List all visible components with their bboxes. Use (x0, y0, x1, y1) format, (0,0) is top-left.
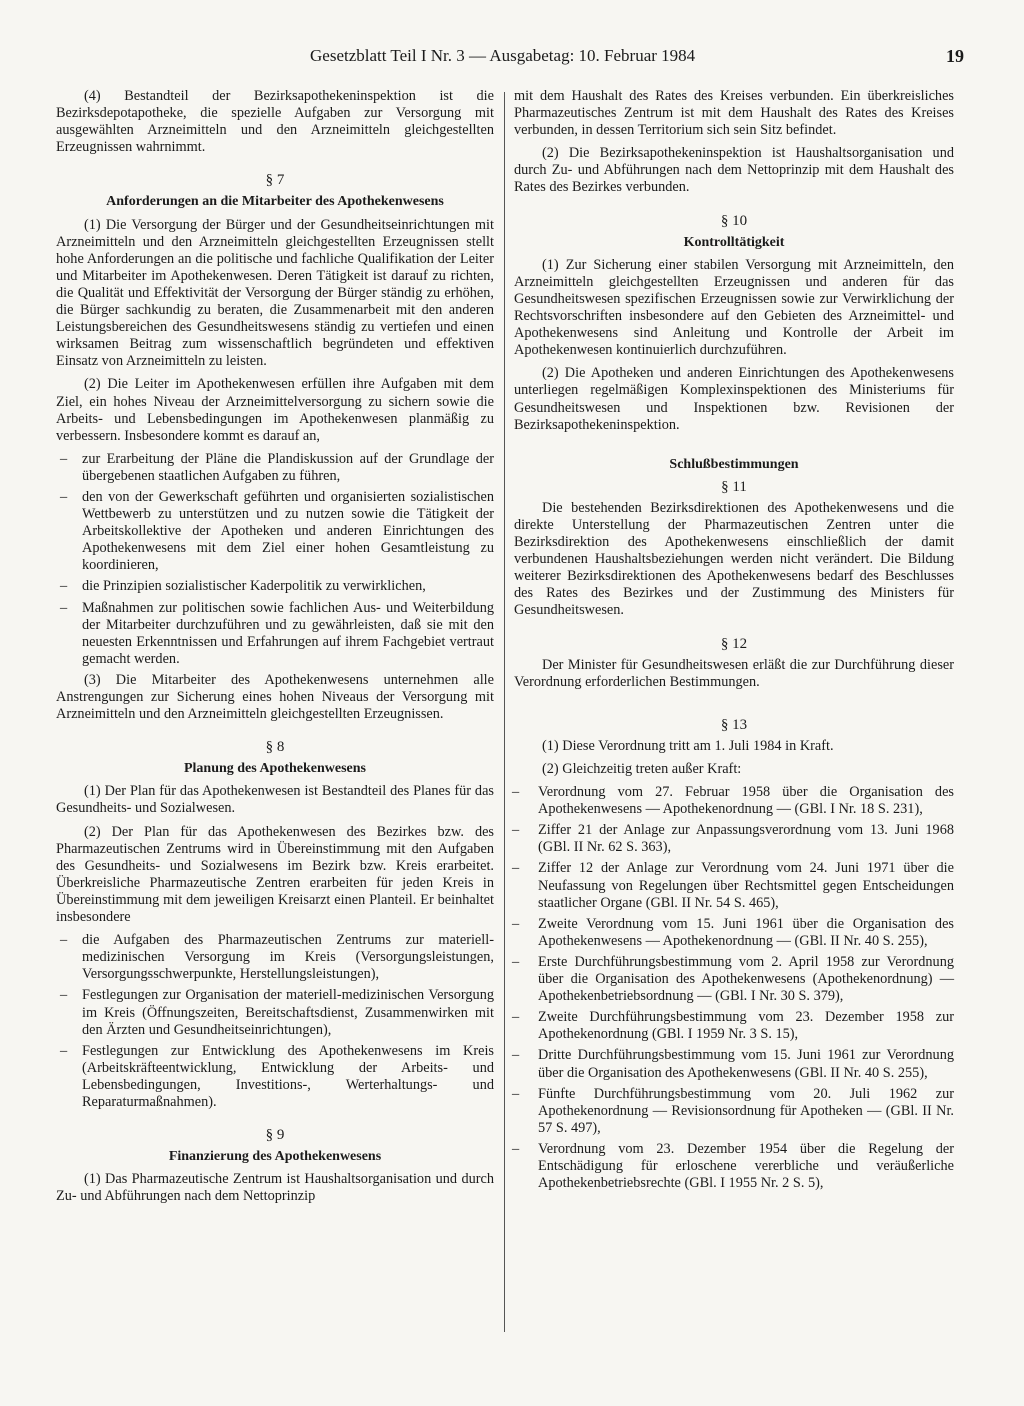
paragraph: (3) Die Mitarbeiter des Apothekenwesens unternehmen alle Anstrengungen zur Sicherung eines hohen Niveaus der Versorgung mit Arzneimitteln und den Arzneimitteln gleichgestellten Erzeugnissen. (56, 671, 494, 723)
section-title: Kontrolltätigkeit (683, 234, 785, 250)
list-item: – die Prinzipien sozialistischer Kaderpolitik zu verwirklichen, (56, 578, 494, 595)
section-number: § 13 (720, 716, 748, 733)
list-item: – Zweite Durchführungsbestimmung vom 23. Dezember 1958 zur Apothekenordnung (GBl. I 1959 Nr. 3 S. 15), (514, 1009, 954, 1043)
section-number: § 10 (720, 212, 748, 229)
section-title: Finanzierung des Apothekenwesens (168, 1149, 382, 1165)
section-number: § 12 (720, 635, 748, 652)
list-item: – Erste Durchführungsbestimmung vom 2. April 1958 zur Verordnung über die Organisation des Apothekenwesens (Apothekenordnung) — Apothekenbetriebsordnung — (GBl. I Nr. 30 S. 379), (514, 954, 954, 1005)
list-item: – Fünfte Durchführungsbestimmung vom 20. Juli 1962 zur Apothekenordnung — Revisionsordnung für Apotheken — (GBl. II Nr. 57 S. 497), (514, 1086, 954, 1137)
dash-list (56, 451, 494, 668)
final-provisions-title: Schlußbestimmungen (669, 456, 799, 472)
section-title: Anforderungen an die Mitarbeiter des Apothekenwesens (106, 194, 444, 210)
page-header (60, 46, 964, 72)
dash-list (514, 784, 954, 1192)
list-item: – Dritte Durchführungsbestimmung vom 15. Juni 1961 zur Verordnung über die Organisation des Apothekenwesens (GBl. II Nr. 40 S. 255), (514, 1047, 954, 1081)
list-item: – die Aufgaben des Pharmazeutischen Zentrums zur materiell-medizinischen Versorgung im Kreis (Versorgungsleistungen, Versorgungsschwerpunkte, Herstellungsleistungen), (56, 932, 494, 983)
left-column (56, 88, 494, 1211)
paragraph: mit dem Haushalt des Rates des Kreises verbunden. Ein überkreisliches Pharmazeutisches Zentrum ist mit dem Haushalt des Rates des Kreises verbunden, in dessen Territorium sich sein Sitz befindet. (514, 88, 954, 139)
section-title: Planung des Apothekenwesens (183, 761, 367, 777)
paragraph: (2) Gleichzeitig treten außer Kraft: (542, 761, 742, 777)
paragraph: (1) Zur Sicherung einer stabilen Versorgung mit Arzneimitteln, den Arzneimitteln gleichgestellten Erzeugnissen und anderen für das Gesundheitswesen spezifischen Erzeugnissen sowie zur Verwirklichung der Rechtsvorschriften insbesondere auf den Gebieten des Arzneimittel- und Apothekenwesens sind Anleitung und Kontrolle der Arbeit im Apothekenwesen kontinuierlich durchzuführen. (514, 256, 954, 359)
list-item: – Verordnung vom 27. Februar 1958 über die Organisation des Apothekenwesens — Apothekenordnung — (GBl. I Nr. 18 S. 231), (514, 784, 954, 818)
list-item: – Maßnahmen zur politischen sowie fachlichen Aus- und Weiterbildung der Mitarbeiter durchzuführen und zu gewährleisten, daß sie mit den neuesten Erkenntnissen und Erfahrungen auf ihrem Fachgebiet vertraut gemacht werden. (56, 600, 494, 668)
section-number: § 7 (265, 172, 285, 189)
list-item: – Festlegungen zur Entwicklung des Apothekenwesens im Kreis (Arbeitskräfteentwicklung, Entwicklung der Arbeits- und Lebensbedingungen, Investitions-, Werterhaltungs- und Reparaturmaßnahmen). (56, 1043, 494, 1111)
gazette-title: Gesetzblatt Teil I Nr. 3 — Ausgabetag: 10. Februar 1984 (310, 46, 696, 65)
section-number: § 11 (721, 478, 747, 495)
paragraph: (2) Der Plan für das Apothekenwesen des Bezirkes bzw. des Pharmazeutischen Zentrums wird in Übereinstimmung mit den Aufgaben des Gesundheits- und Sozialwesens im Bezirk bzw. Kreis erarbeitet. Überkreisliche Pharmazeutische Zentren erarbeiten für jeden Kreis in Übereinstimmung mit dem jeweiligen Kreisarzt einen Planteil. Er beinhaltet insbesondere (56, 823, 494, 926)
page-number: 19 (946, 46, 964, 66)
section-number: § 8 (265, 739, 285, 756)
list-item: – zur Erarbeitung der Pläne die Plandiskussion auf der Grundlage der übergebenen staatlichen Aufgaben zu führen, (56, 451, 494, 485)
list-item: – Zweite Verordnung vom 15. Juni 1961 über die Organisation des Apothekenwesens — Apothekenordnung — (GBl. II Nr. 40 S. 255), (514, 916, 954, 950)
paragraph: (1) Die Versorgung der Bürger und der Gesundheitseinrichtungen mit Arzneimitteln und den Arzneimitteln gleichgestellten Erzeugnissen stellt hohe Anforderungen an die politische und fachliche Qualifikation der Leiter und Mitarbeiter im Apothekenwesen. Deren Tätigkeit ist darauf zu richten, die Qualität und Effektivität der Versorgung der Bürger ständig zu erhöhen, die Bürger sachkundig zu beraten, die Zusammenarbeit mit den anderen Leistungsbereichen des Gesundheitswesens ständig zu vertiefen und einen wirksamen Beitrag zum wissenschaftlich begründeten und effektiven Einsatz von Arzneimitteln zu leisten. (56, 216, 494, 370)
paragraph: (4) Bestandteil der Bezirksapothekeninspektion ist die Bezirksdepotapotheke, die spezielle Aufgaben zur Versorgung mit ausgewählten Arzneimitteln und den Arzneimitteln gleichgestellten Erzeugnissen wahrnimmt. (56, 88, 494, 156)
paragraph: (1) Der Plan für das Apothekenwesen ist Bestandteil des Planes für das Gesundheits- und Sozialwesen. (56, 783, 494, 817)
list-item: – Ziffer 12 der Anlage zur Verordnung vom 24. Juni 1971 über die Neufassung von Regelungen über Rechtsmittel gegen Entscheidungen staatlicher Organe (GBl. II Nr. 54 S. 465), (514, 860, 954, 911)
right-column (514, 88, 954, 1196)
list-item: – Festlegungen zur Organisation der materiell-medizinischen Versorgung im Kreis (Öffnungszeiten, Bereitschaftsdienst, Zusammenwirken mit den Ärzten und Gesundheitseinrichtungen), (56, 987, 494, 1038)
paragraph: (2) Die Bezirksapothekeninspektion ist Haushaltsorganisation und durch Zu- und Abführungen nach dem Nettoprinzip mit dem Haushalt des Rates des Bezirkes verbunden. (514, 145, 954, 196)
paragraph: (1) Das Pharmazeutische Zentrum ist Haushaltsorganisation und durch Zu- und Abführungen nach dem Nettoprinzip (56, 1171, 494, 1205)
section-number: § 9 (265, 1127, 285, 1144)
list-item: – Ziffer 21 der Anlage zur Anpassungsverordnung vom 13. Juni 1968 (GBl. II Nr. 62 S. 363), (514, 822, 954, 856)
column-divider (504, 92, 505, 1332)
paragraph: Der Minister für Gesundheitswesen erläßt die zur Durchführung dieser Verordnung erforderlichen Bestimmungen. (514, 656, 954, 690)
paragraph: Die bestehenden Bezirksdirektionen des Apothekenwesens und die direkte Unterstellung der Pharmazeutischen Zentren unter die Bezirksdirektion des Apothekenwesens einschließlich der damit verbundenen Haushaltsbeziehungen werden nicht verändert. Die Bildung weiterer Bezirksdirektionen des Apothekenwesens bedarf des Beschlusses des Rates des Bezirkes und der Zustimmung des Ministers für Gesundheitswesen. (514, 499, 954, 619)
paragraph: (2) Die Apotheken und anderen Einrichtungen des Apothekenwesens unterliegen regelmäßigen Komplexinspektionen des Ministeriums für Gesundheitswesen und Inspektionen bzw. Revisionen der Bezirksapothekeninspektion. (514, 365, 954, 433)
paragraph: (1) Diese Verordnung tritt am 1. Juli 1984 in Kraft. (542, 737, 834, 754)
paragraph: (2) Die Leiter im Apothekenwesen erfüllen ihre Aufgaben mit dem Ziel, ein hohes Niveau der Arzneimittelversorgung zu sichern sowie die Arbeits- und Lebensbedingungen im Apothekenwesen planmäßig zu verbessern. Insbesondere kommt es darauf an, (56, 376, 494, 444)
list-item: – Verordnung vom 23. Dezember 1954 über die Regelung der Entschädigung für erloschene vererbliche und veräußerliche Apothekenbetriebsrechte (GBl. I 1955 Nr. 2 S. 5), (514, 1141, 954, 1192)
list-item: – den von der Gewerkschaft geführten und organisierten sozialistischen Wettbewerb zu unterstützen und zu nutzen sowie die Tätigkeit der Arbeitskollektive der Apotheken und anderen Einrichtungen des Apothekenwesens mit dem Ziel einer hohen Gesamtleistung zu koordinieren, (56, 489, 494, 574)
dash-list (56, 932, 494, 1111)
